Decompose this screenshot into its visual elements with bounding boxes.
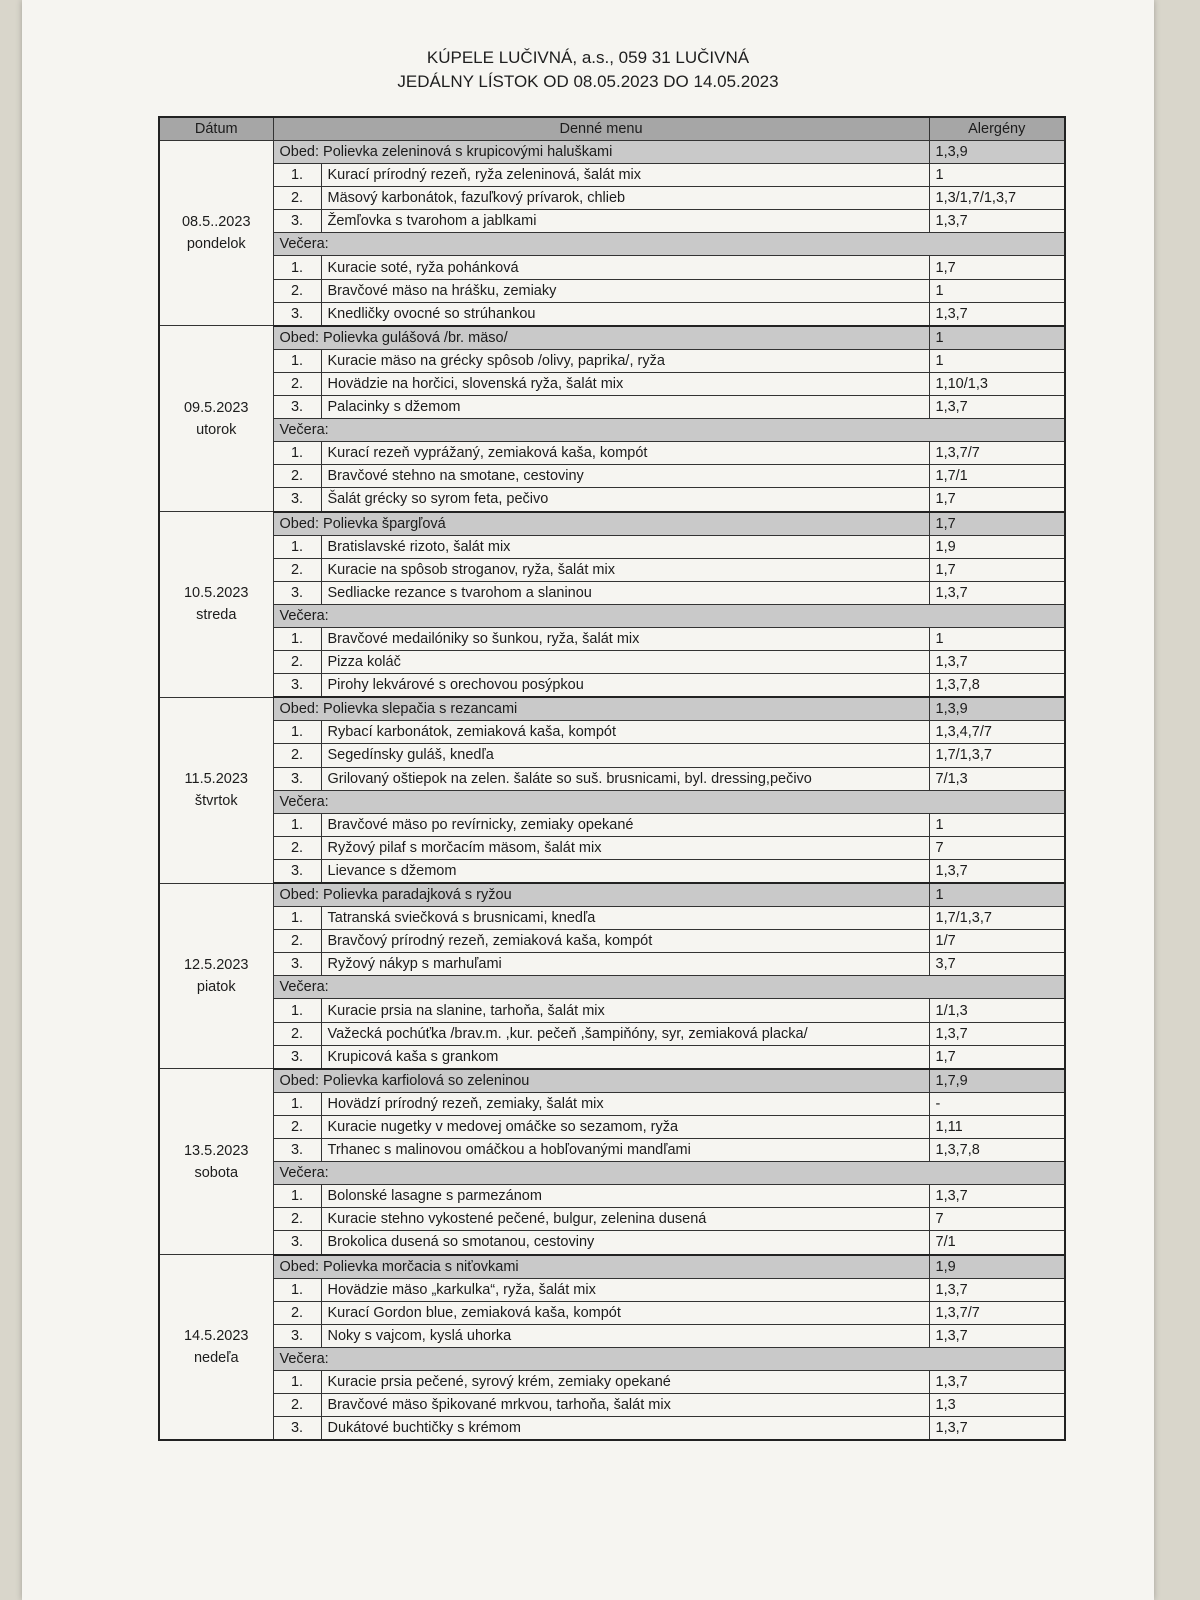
menu-item-dish: Pizza koláč — [321, 651, 929, 674]
menu-item-allergens: 1,3,7 — [929, 1417, 1065, 1441]
menu-item-number: 3. — [273, 1417, 321, 1441]
menu-item-row — [159, 1324, 1065, 1347]
menu-item-number: 1. — [273, 535, 321, 558]
menu-item-allergens: 1,7/1 — [929, 465, 1065, 488]
vecera-label: Večera: — [273, 976, 1065, 999]
menu-item-dish: Kurací Gordon blue, zemiaková kaša, kompót — [321, 1301, 929, 1324]
menu-item-row — [159, 1394, 1065, 1417]
menu-item-row — [159, 953, 1065, 976]
menu-item-allergens: 1,3,7,8 — [929, 1139, 1065, 1162]
day-vecera-row — [159, 233, 1065, 256]
menu-item-allergens: 1,3,7,8 — [929, 674, 1065, 698]
menu-item-allergens: 1,11 — [929, 1115, 1065, 1138]
menu-item-number: 1. — [273, 1092, 321, 1115]
menu-table — [158, 116, 1066, 1441]
menu-item-row — [159, 1092, 1065, 1115]
menu-item-allergens: 1,7 — [929, 256, 1065, 279]
menu-item-allergens: 1,7 — [929, 558, 1065, 581]
obed-soup-allergens: 1,7 — [929, 512, 1065, 536]
menu-item-dish: Bravčové mäso po revírnicky, zemiaky opekané — [321, 813, 929, 836]
document-header — [22, 46, 1154, 94]
menu-item-row — [159, 1208, 1065, 1231]
day-weekday: pondelok — [186, 236, 246, 253]
menu-item-number: 2. — [273, 465, 321, 488]
menu-item-allergens: 1,3,7/7 — [929, 442, 1065, 465]
day-vecera-row — [159, 419, 1065, 442]
day-obed-row — [159, 883, 1065, 907]
menu-item-allergens: 1,7/1,3,7 — [929, 907, 1065, 930]
day-weekday: nedeľa — [193, 1350, 239, 1367]
menu-item-row — [159, 210, 1065, 233]
menu-item-allergens: 1,3,7 — [929, 1185, 1065, 1208]
day-obed-row — [159, 141, 1065, 164]
column-header-menu: Denné menu — [273, 117, 929, 141]
obed-soup-allergens: 1 — [929, 883, 1065, 907]
menu-item-number: 1. — [273, 907, 321, 930]
menu-item-row — [159, 1370, 1065, 1393]
menu-item-allergens: 1,3,7/7 — [929, 1301, 1065, 1324]
menu-item-allergens: 1,3,7 — [929, 210, 1065, 233]
menu-item-row — [159, 674, 1065, 698]
menu-item-number: 3. — [273, 488, 321, 512]
menu-item-dish: Trhanec s malinovou omáčkou a hobľovanými mandľami — [321, 1139, 929, 1162]
menu-item-number: 3. — [273, 767, 321, 790]
menu-item-number: 2. — [273, 1115, 321, 1138]
day-obed-row — [159, 326, 1065, 350]
menu-item-row — [159, 1185, 1065, 1208]
menu-item-allergens: 1,7 — [929, 488, 1065, 512]
menu-item-dish: Ryžový pilaf s morčacím mäsom, šalát mix — [321, 836, 929, 859]
menu-item-number: 1. — [273, 627, 321, 650]
menu-item-number: 1. — [273, 349, 321, 372]
menu-item-dish: Bravčový prírodný rezeň, zemiaková kaša, kompót — [321, 930, 929, 953]
menu-title: JEDÁLNY LÍSTOK OD 08.05.2023 DO 14.05.2023 — [397, 72, 779, 91]
menu-item-number: 3. — [273, 1231, 321, 1255]
menu-item-allergens: 1,3,4,7/7 — [929, 721, 1065, 744]
menu-item-allergens: 7/1 — [929, 1231, 1065, 1255]
menu-item-number: 3. — [273, 953, 321, 976]
menu-item-number: 2. — [273, 836, 321, 859]
menu-item-row — [159, 627, 1065, 650]
menu-item-number: 2. — [273, 558, 321, 581]
day-obed-row — [159, 1069, 1065, 1093]
menu-item-allergens: 1 — [929, 813, 1065, 836]
day-vecera-row — [159, 790, 1065, 813]
menu-item-dish: Grilovaný oštiepok na zelen. šaláte so suš. brusnicami, byl. dressing,pečivo — [321, 767, 929, 790]
menu-item-row — [159, 372, 1065, 395]
menu-item-number: 2. — [273, 1394, 321, 1417]
column-header-allergens: Alergény — [929, 117, 1065, 141]
menu-item-allergens: 1,7/1,3,7 — [929, 744, 1065, 767]
menu-item-dish: Tatranská sviečková s brusnicami, knedľa — [321, 907, 929, 930]
menu-item-row — [159, 1045, 1065, 1069]
menu-item-allergens: 1,3,7 — [929, 1278, 1065, 1301]
menu-item-number: 1. — [273, 999, 321, 1022]
vecera-label: Večera: — [273, 1347, 1065, 1370]
menu-item-row — [159, 930, 1065, 953]
menu-item-row — [159, 535, 1065, 558]
day-date: 09.5.2023 — [183, 399, 249, 416]
menu-item-allergens: 1,3,7 — [929, 1370, 1065, 1393]
menu-item-number: 1. — [273, 1185, 321, 1208]
menu-item-number: 1. — [273, 256, 321, 279]
menu-item-dish: Kuracie nugetky v medovej omáčke so sezamom, ryža — [321, 1115, 929, 1138]
day-date-cell — [159, 883, 273, 1069]
menu-item-allergens: 1 — [929, 627, 1065, 650]
day-date-cell — [159, 697, 273, 883]
menu-item-row — [159, 396, 1065, 419]
menu-item-allergens: 1,3,7 — [929, 1324, 1065, 1347]
menu-item-dish: Hovädzie na horčici, slovenská ryža, šalát mix — [321, 372, 929, 395]
obed-soup-allergens: 1,9 — [929, 1255, 1065, 1279]
menu-item-number: 2. — [273, 744, 321, 767]
menu-item-number: 3. — [273, 1139, 321, 1162]
menu-item-allergens: 1,3,7 — [929, 859, 1065, 883]
menu-item-number: 2. — [273, 279, 321, 302]
day-date: 08.5..2023 — [181, 214, 251, 231]
menu-item-row — [159, 256, 1065, 279]
menu-item-number: 3. — [273, 210, 321, 233]
menu-item-allergens: 1,3,7 — [929, 651, 1065, 674]
day-date-cell — [159, 141, 273, 326]
day-weekday: piatok — [196, 978, 236, 995]
menu-item-row — [159, 1278, 1065, 1301]
menu-item-number: 3. — [273, 581, 321, 604]
day-vecera-row — [159, 1162, 1065, 1185]
menu-item-row — [159, 558, 1065, 581]
obed-soup-label: Obed: Polievka morčacia s niťovkami — [273, 1255, 929, 1279]
day-date-cell — [159, 1255, 273, 1441]
obed-soup-allergens: 1,7,9 — [929, 1069, 1065, 1093]
menu-item-dish: Mäsový karbonátok, fazuľkový prívarok, chlieb — [321, 187, 929, 210]
obed-soup-label: Obed: Polievka paradajková s ryžou — [273, 883, 929, 907]
day-date: 14.5.2023 — [183, 1328, 249, 1345]
column-header-date: Dátum — [159, 117, 273, 141]
day-vecera-row — [159, 1347, 1065, 1370]
menu-item-allergens: 1 — [929, 164, 1065, 187]
day-date: 13.5.2023 — [183, 1142, 249, 1159]
menu-item-dish: Lievance s džemom — [321, 859, 929, 883]
menu-item-allergens: 1,3/1,7/1,3,7 — [929, 187, 1065, 210]
menu-item-number: 2. — [273, 1022, 321, 1045]
day-weekday: streda — [196, 607, 237, 624]
menu-item-row — [159, 465, 1065, 488]
menu-item-number: 1. — [273, 813, 321, 836]
menu-item-row — [159, 488, 1065, 512]
obed-soup-label: Obed: Polievka zeleninová s krupicovými haluškami — [273, 141, 929, 164]
menu-item-dish: Noky s vajcom, kyslá uhorka — [321, 1324, 929, 1347]
menu-item-number: 2. — [273, 1301, 321, 1324]
menu-item-row — [159, 164, 1065, 187]
menu-item-allergens: 3,7 — [929, 953, 1065, 976]
menu-item-row — [159, 744, 1065, 767]
vecera-label: Večera: — [273, 604, 1065, 627]
day-date-cell — [159, 326, 273, 512]
menu-item-row — [159, 907, 1065, 930]
table-header-row — [159, 117, 1065, 141]
obed-soup-label: Obed: Polievka karfiolová so zeleninou — [273, 1069, 929, 1093]
menu-item-dish: Bratislavské rizoto, šalát mix — [321, 535, 929, 558]
menu-item-number: 3. — [273, 1324, 321, 1347]
menu-item-dish: Bolonské lasagne s parmezánom — [321, 1185, 929, 1208]
menu-item-allergens: 7 — [929, 836, 1065, 859]
menu-item-number: 3. — [273, 1045, 321, 1069]
menu-item-number: 1. — [273, 442, 321, 465]
day-date: 12.5.2023 — [183, 956, 249, 973]
obed-soup-label: Obed: Polievka špargľová — [273, 512, 929, 536]
menu-item-dish: Kuracie mäso na grécky spôsob /olivy, paprika/, ryža — [321, 349, 929, 372]
menu-item-number: 3. — [273, 396, 321, 419]
menu-item-row — [159, 1301, 1065, 1324]
menu-item-row — [159, 836, 1065, 859]
menu-item-number: 2. — [273, 651, 321, 674]
menu-item-row — [159, 302, 1065, 326]
menu-item-row — [159, 1115, 1065, 1138]
day-weekday: utorok — [196, 421, 237, 438]
menu-item-allergens: 7 — [929, 1208, 1065, 1231]
menu-item-number: 2. — [273, 1208, 321, 1231]
menu-item-number: 1. — [273, 1278, 321, 1301]
menu-item-dish: Važecká pochúťka /brav.m. ,kur. pečeň ,šampiňóny, syr, zemiaková placka/ — [321, 1022, 929, 1045]
day-date: 11.5.2023 — [184, 771, 248, 788]
menu-item-dish: Bravčové medailóniky so šunkou, ryža, šalát mix — [321, 627, 929, 650]
obed-soup-label: Obed: Polievka slepačia s rezancami — [273, 697, 929, 721]
menu-item-row — [159, 859, 1065, 883]
menu-item-dish: Segedínsky guláš, knedľa — [321, 744, 929, 767]
menu-item-dish: Žemľovka s tvarohom a jablkami — [321, 210, 929, 233]
menu-item-number: 3. — [273, 859, 321, 883]
menu-item-allergens: 1,7 — [929, 1045, 1065, 1069]
menu-item-number: 3. — [273, 674, 321, 698]
menu-item-dish: Kuracie na spôsob stroganov, ryža, šalát mix — [321, 558, 929, 581]
menu-item-row — [159, 1022, 1065, 1045]
menu-item-row — [159, 279, 1065, 302]
obed-soup-allergens: 1 — [929, 326, 1065, 350]
day-weekday: sobota — [194, 1164, 239, 1181]
obed-soup-allergens: 1,3,9 — [929, 141, 1065, 164]
menu-item-dish: Bravčové mäso špikované mrkvou, tarhoňa, šalát mix — [321, 1394, 929, 1417]
company-line: KÚPELE LUČIVNÁ, a.s., 059 31 LUČIVNÁ — [426, 48, 750, 67]
menu-item-dish: Kurací prírodný rezeň, ryža zeleninová, šalát mix — [321, 164, 929, 187]
menu-item-allergens: 1,3,7 — [929, 581, 1065, 604]
menu-item-row — [159, 442, 1065, 465]
menu-item-dish: Kuracie soté, ryža pohánková — [321, 256, 929, 279]
vecera-label: Večera: — [273, 233, 1065, 256]
menu-item-number: 1. — [273, 1370, 321, 1393]
menu-item-row — [159, 581, 1065, 604]
menu-item-allergens: 1 — [929, 279, 1065, 302]
menu-item-number: 2. — [273, 930, 321, 953]
day-date-cell — [159, 1069, 273, 1255]
menu-item-row — [159, 349, 1065, 372]
menu-item-allergens: 1,10/1,3 — [929, 372, 1065, 395]
menu-item-allergens: 1 — [929, 349, 1065, 372]
menu-item-allergens: 1,3,7 — [929, 302, 1065, 326]
menu-item-dish: Ryžový nákyp s marhuľami — [321, 953, 929, 976]
day-obed-row — [159, 512, 1065, 536]
menu-item-allergens: 1/7 — [929, 930, 1065, 953]
day-obed-row — [159, 1255, 1065, 1279]
menu-item-row — [159, 813, 1065, 836]
day-date: 10.5.2023 — [183, 585, 249, 602]
menu-item-row — [159, 651, 1065, 674]
menu-item-allergens: 1,3,7 — [929, 1022, 1065, 1045]
menu-item-number: 3. — [273, 302, 321, 326]
menu-item-row — [159, 1231, 1065, 1255]
menu-item-number: 1. — [273, 164, 321, 187]
vecera-label: Večera: — [273, 419, 1065, 442]
menu-item-dish: Hovädzie mäso „karkulka“, ryža, šalát mix — [321, 1278, 929, 1301]
menu-item-allergens: 1,3 — [929, 1394, 1065, 1417]
menu-item-row — [159, 1139, 1065, 1162]
menu-item-dish: Bravčové stehno na smotane, cestoviny — [321, 465, 929, 488]
vecera-label: Večera: — [273, 1162, 1065, 1185]
menu-item-row — [159, 1417, 1065, 1441]
day-vecera-row — [159, 604, 1065, 627]
menu-item-dish: Rybací karbonátok, zemiaková kaša, kompót — [321, 721, 929, 744]
menu-item-dish: Krupicová kaša s grankom — [321, 1045, 929, 1069]
day-obed-row — [159, 697, 1065, 721]
menu-item-dish: Brokolica dusená so smotanou, cestoviny — [321, 1231, 929, 1255]
menu-item-dish: Kuracie stehno vykostené pečené, bulgur, zelenina dusená — [321, 1208, 929, 1231]
day-weekday: štvrtok — [194, 793, 238, 810]
menu-item-allergens: - — [929, 1092, 1065, 1115]
menu-item-row — [159, 721, 1065, 744]
menu-item-dish: Kuracie prsia na slanine, tarhoňa, šalát mix — [321, 999, 929, 1022]
menu-item-dish: Knedličky ovocné so strúhankou — [321, 302, 929, 326]
menu-item-dish: Kuracie prsia pečené, syrový krém, zemiaky opekané — [321, 1370, 929, 1393]
menu-item-dish: Hovädzí prírodný rezeň, zemiaky, šalát mix — [321, 1092, 929, 1115]
menu-item-dish: Kurací rezeň vyprážaný, zemiaková kaša, kompót — [321, 442, 929, 465]
menu-item-row — [159, 999, 1065, 1022]
menu-item-allergens: 7/1,3 — [929, 767, 1065, 790]
menu-item-dish: Dukátové buchtičky s krémom — [321, 1417, 929, 1441]
menu-item-row — [159, 187, 1065, 210]
menu-item-dish: Bravčové mäso na hrášku, zemiaky — [321, 279, 929, 302]
obed-soup-allergens: 1,3,9 — [929, 697, 1065, 721]
menu-item-row — [159, 767, 1065, 790]
day-date-cell — [159, 512, 273, 698]
menu-item-number: 2. — [273, 187, 321, 210]
vecera-label: Večera: — [273, 790, 1065, 813]
menu-item-dish: Pirohy lekvárové s orechovou posýpkou — [321, 674, 929, 698]
menu-item-allergens: 1,9 — [929, 535, 1065, 558]
menu-item-dish: Šalát grécky so syrom feta, pečivo — [321, 488, 929, 512]
menu-sheet — [22, 0, 1154, 1600]
menu-item-dish: Sedliacke rezance s tvarohom a slaninou — [321, 581, 929, 604]
day-vecera-row — [159, 976, 1065, 999]
menu-item-number: 2. — [273, 372, 321, 395]
menu-item-allergens: 1,3,7 — [929, 396, 1065, 419]
menu-item-number: 1. — [273, 721, 321, 744]
menu-item-dish: Palacinky s džemom — [321, 396, 929, 419]
menu-item-allergens: 1/1,3 — [929, 999, 1065, 1022]
obed-soup-label: Obed: Polievka gulášová /br. mäso/ — [273, 326, 929, 350]
